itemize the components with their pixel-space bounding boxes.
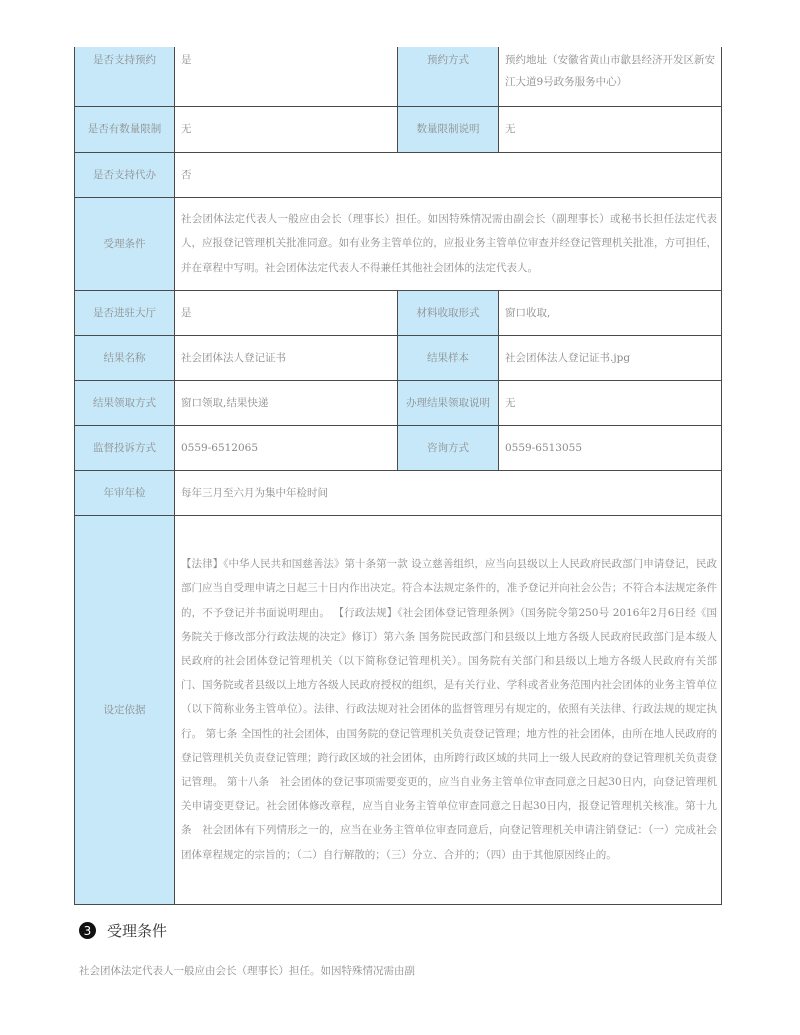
value-result-sample[interactable]: 社会团体法人登记证书.jpg bbox=[499, 335, 722, 380]
label-conditions: 受理条件 bbox=[75, 197, 175, 290]
label-material-form: 材料收取形式 bbox=[398, 290, 499, 335]
value-material-form: 窗口收取, bbox=[499, 290, 722, 335]
section-heading bbox=[79, 920, 167, 941]
label-quantity-limit: 是否有数量限制 bbox=[75, 106, 175, 152]
value-proxy: 否 bbox=[175, 152, 722, 197]
row-appointment bbox=[75, 47, 722, 106]
value-result-pickup: 窗口领取,结果快递 bbox=[175, 380, 398, 425]
label-result-name: 结果名称 bbox=[75, 335, 175, 380]
section-title: 受理条件 bbox=[107, 922, 168, 940]
value-hall: 是 bbox=[175, 290, 398, 335]
value-quantity-limit: 无 bbox=[175, 106, 398, 152]
label-consult: 咨询方式 bbox=[398, 425, 499, 470]
row-basis bbox=[75, 515, 722, 904]
section-paragraph: 社会团体法定代表人一般应由会长（理事长）担任。如因特殊情况需由副 bbox=[79, 965, 415, 977]
row-result-name bbox=[75, 335, 722, 380]
value-basis: 【法律】《中华人民共和国慈善法》第十条第一款 设立慈善组织，应当向县级以上人民政府民政部门申请登记，民政部门应当自受理申请之日起三十日内作出决定。符合本法规定条件的，准予登记并向社会公告；不符合本法规定条件的，不予登记并书面说明理由。 【行政法规】《社会团体登记管理条例》（国务院令第250号 2016年2月6日经《国务院关于修改部分行政法规的决定》修订）第六条 国务院民政部门和县级以上地方各级人民政府民政部门是本级人民政府的社会团体登记管理机关（以下简称登记管理机关）。国务院有关部门和县级以上地方各级人民政府有关部门、国务院或者县级以上地方各级人民政府授权的组织，是有关行业、学科或者业务范围内社会团体的业务主管单位（以下简称业务主管单位）。法律、行政法规对社会团体的监督管理另有规定的，依照有关法律、行政法规的规定执行。 第七条 全国性的社会团体，由国务院的登记管理机关负责登记管理；地方性的社会团体，由所在地人民政府的登记管理机关负责登记管理；跨行政区域的社会团体，由所跨行政区域的共同上一级人民政府的登记管理机关负责登记管理。 第十八条 社会团体的登记事项需要变更的，应当自业务主管单位审查同意之日起30日内，向登记管理机关申请变更登记。社会团体修改章程，应当自业务主管单位审查同意之日起30日内，报登记管理机关核准。第十九条 社会团体有下列情形之一的，应当在业务主管单位审查同意后，向登记管理机关申请注销登记：（一）完成社会团体章程规定的宗旨的；（二）自行解散的；（三）分立、合并的；（四）由于其他原因终止的。 bbox=[175, 515, 722, 904]
label-annual: 年审年检 bbox=[75, 470, 175, 515]
section-number-badge: 3 bbox=[79, 922, 96, 939]
value-result-name: 社会团体法人登记证书 bbox=[175, 335, 398, 380]
value-pickup-desc: 无 bbox=[499, 380, 722, 425]
label-result-sample: 结果样本 bbox=[398, 335, 499, 380]
row-complaint bbox=[75, 425, 722, 470]
row-annual bbox=[75, 470, 722, 515]
value-annual: 每年三月至六月为集中年检时间 bbox=[175, 470, 722, 515]
row-hall bbox=[75, 290, 722, 335]
label-pickup-desc: 办理结果领取说明 bbox=[398, 380, 499, 425]
label-result-pickup: 结果领取方式 bbox=[75, 380, 175, 425]
label-proxy: 是否支持代办 bbox=[75, 152, 175, 197]
value-conditions: 社会团体法定代表人一般应由会长（理事长）担任。如因特殊情况需由副会长（副理事长）或秘书长担任法定代表人，应报登记管理机关批准同意。如有业务主管单位的，应报业务主管单位审查并经登记管理机关批准，方可担任，并在章程中写明。社会团体法定代表人不得兼任其他社会团体的法定代表人。 bbox=[175, 197, 722, 290]
row-quantity-limit bbox=[75, 106, 722, 152]
service-info-table bbox=[74, 47, 722, 905]
value-appointment: 是 bbox=[175, 47, 398, 106]
label-appointment: 是否支持预约 bbox=[75, 47, 175, 106]
value-quantity-limit-desc: 无 bbox=[499, 106, 722, 152]
label-complaint: 监督投诉方式 bbox=[75, 425, 175, 470]
value-appointment-method: 预约地址（安徽省黄山市歙县经济开发区新安江大道9号政务服务中心） bbox=[499, 47, 722, 106]
row-proxy bbox=[75, 152, 722, 197]
value-consult: 0559-6513055 bbox=[499, 425, 722, 470]
value-complaint: 0559-6512065 bbox=[175, 425, 398, 470]
label-quantity-limit-desc: 数量限制说明 bbox=[398, 106, 499, 152]
row-result-pickup bbox=[75, 380, 722, 425]
label-basis: 设定依据 bbox=[75, 515, 175, 904]
label-appointment-method: 预约方式 bbox=[398, 47, 499, 106]
row-conditions bbox=[75, 197, 722, 290]
label-hall: 是否进驻大厅 bbox=[75, 290, 175, 335]
